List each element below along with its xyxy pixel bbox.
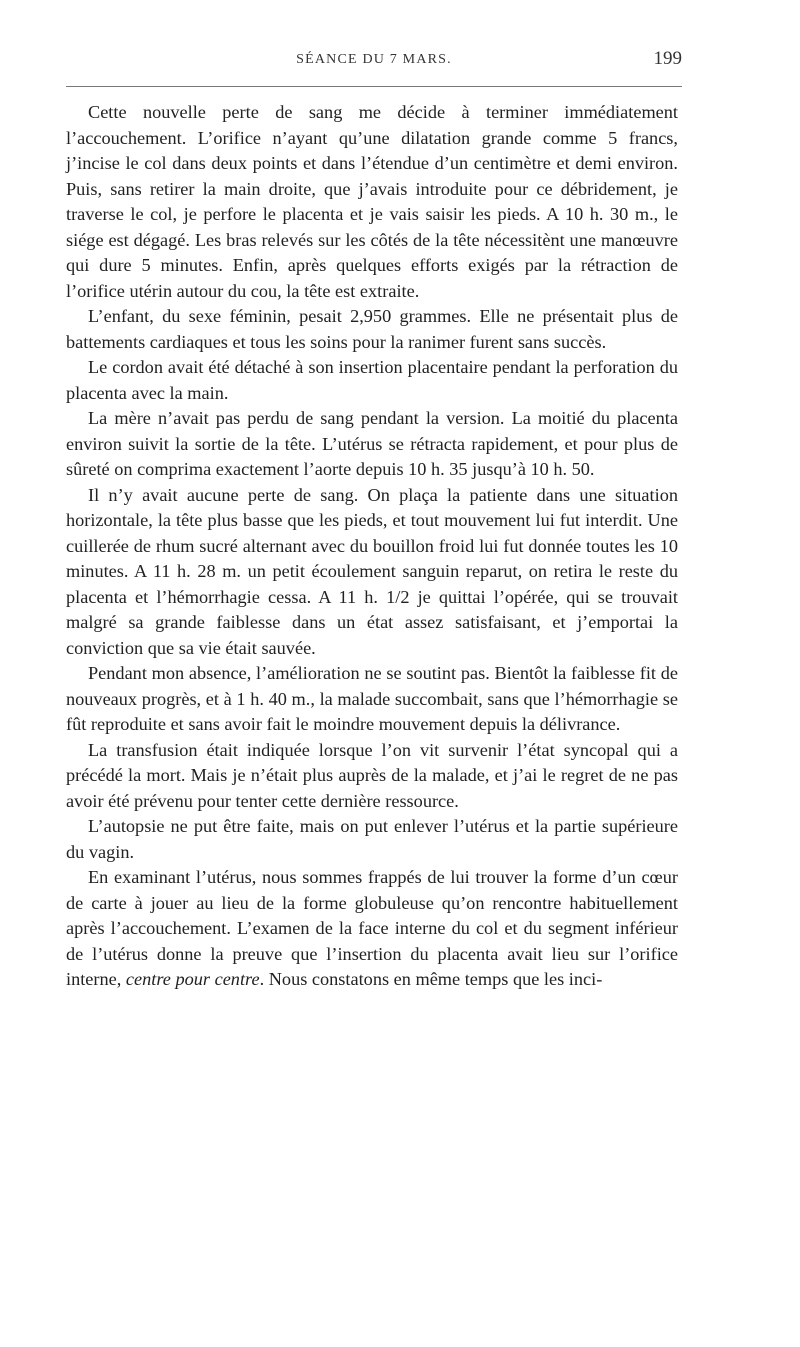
paragraph: La transfusion était indiquée lorsque l’on vit survenir l’état syncopal qui a précédé la mort. Mais je n’était plus auprès de la malade, et j’ai le regret de ne pas avoir été prévenu pour tenter cette dernière ressource. <box>66 739 678 811</box>
paragraph: Le cordon avait été détaché à son insertion placentaire pendant la perforation du placenta avec la main. <box>66 357 678 403</box>
paragraph: La mère n’avait pas perdu de sang pendant la version. La moitié du placenta environ suivit la sortie de la tête. L’utérus se rétracta rapidement, et pour plus de sûreté on comprima exactement l’aorte depuis 10 h. 35 jusqu’à 10 h. 50. <box>66 408 678 479</box>
paragraph-last <box>66 865 678 993</box>
paragraph: L’enfant, du sexe féminin, pesait 2,950 grammes. Elle ne présentait plus de battements cardiaques et tous les soins pour la ranimer furent sans succès. <box>66 306 678 352</box>
body-text <box>66 100 678 993</box>
page-number: 199 <box>653 48 682 69</box>
running-head: SÉANCE DU 7 MARS. <box>296 52 452 67</box>
paragraph: Pendant mon absence, l’amélioration ne se soutint pas. Bientôt la faiblesse fit de nouveaux progrès, et à 1 h. 40 m., la malade succombait, sans que l’hémorrhagie se fût reproduite et sans avoir fait le moindre mouvement depuis la délivrance. <box>66 663 678 734</box>
paragraph: Cette nouvelle perte de sang me décide à terminer immédiatement l’accouchement. L’orifice n’ayant qu’une dilatation grande comme 5 francs, j’incise le col dans deux points et dans l’étendue d’un centimètre et demi environ. Puis, sans retirer la main droite, que j’avais introduite pour ce débridement, je traverse le col, je perfore le placenta et je vais saisir les pieds. A 10 h. 30 m., le siége est dégagé. Les bras relevés sur les côtés de la tête nécessitènt une manœuvre qui dure 5 minutes. Enfin, après quelques efforts exigés par la rétraction de l’orifice utérin autour du cou, la tête est extraite. <box>66 102 678 301</box>
italic-phrase: centre pour centre <box>125 969 260 989</box>
header-rule <box>66 86 682 87</box>
paragraph: L’autopsie ne put être faite, mais on put enlever l’utérus et la partie supérieure du vagin. <box>66 816 678 862</box>
paragraph-text: En examinant l’utérus, nous sommes frappés de lui trouver la forme d’un cœur de carte à jouer au lieu de la forme globuleuse qu’on rencontre habituellement après l’accouchement. L’examen de la face interne du col et du segment inférieur de l’utérus donne la preuve que l’insertion du placenta avait lieu sur l’orifice interne, <box>66 867 678 989</box>
page-header <box>66 48 682 76</box>
paragraph-text: . Nous constatons en même temps que les inci- <box>259 969 603 989</box>
paragraph: Il n’y avait aucune perte de sang. On plaça la patiente dans une situation horizontale, la tête plus basse que les pieds, et tout mouvement lui fut interdit. Une cuillerée de rhum sucré alternant avec du bouillon froid lui fut donnée toutes les 10 minutes. A 11 h. 28 m. un petit écoulement sanguin reparut, on retira le reste du placenta et l’hémorrhagie cessa. A 11 h. 1/2 je quittai l’opérée, qui se trouvait malgré sa grande faiblesse dans un état assez satisfaisant, et j’emportai la conviction que sa vie était sauvée. <box>66 484 678 658</box>
